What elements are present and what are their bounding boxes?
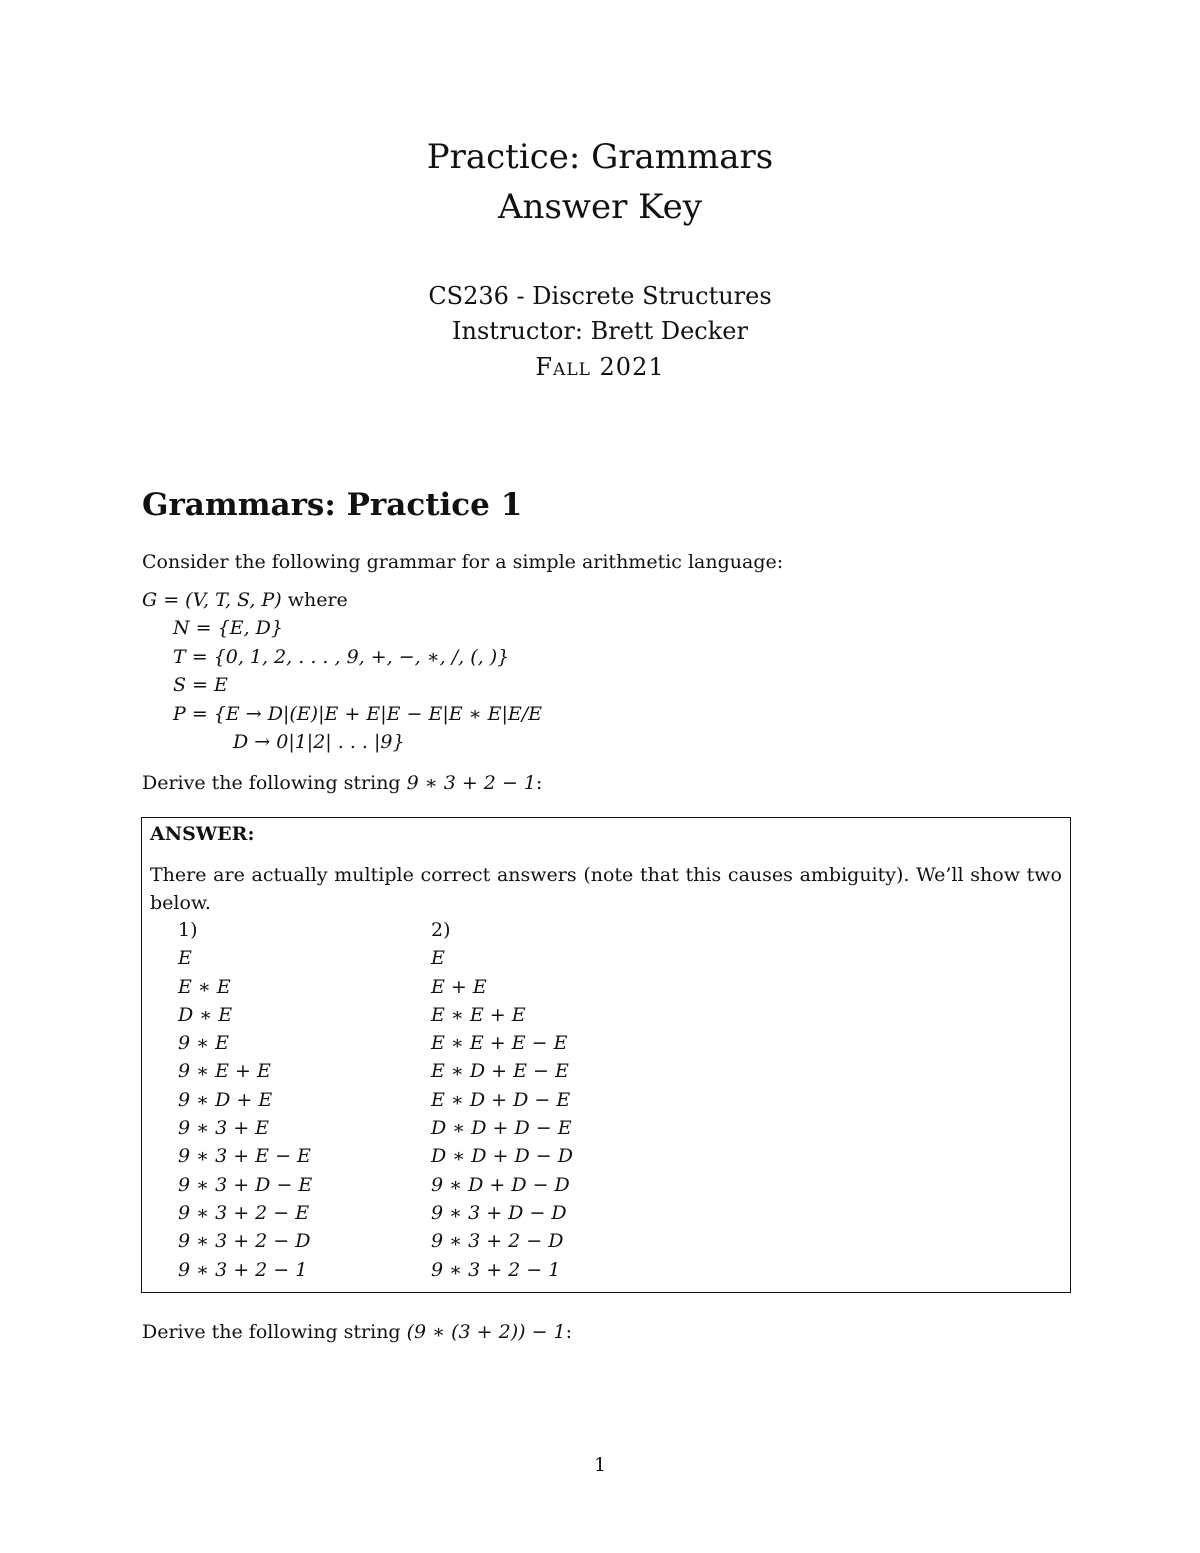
derivation-1-step: 9 ∗ 3 + E − E [178,1145,311,1168]
derive-prompt-1 [142,771,542,795]
derivation-2-step: 9 ∗ 3 + D − D [431,1201,567,1224]
derivation-2-heading: 2) [431,919,451,941]
derivation-2-step: 9 ∗ 3 + 2 − D [431,1230,564,1253]
derivation-2-step: E [431,947,445,970]
derive-prompt-2-expr: (9 ∗ (3 + 2)) − 1 [406,1321,566,1343]
derive-prompt-2 [142,1320,572,1344]
derivation-1 [178,916,312,1284]
document-title: Practice: Grammars [426,137,774,177]
derivation-1-step: 9 ∗ E [178,1032,229,1055]
derive-prompt-1-prefix: Derive the following string [142,772,407,794]
derivation-1-step: E [178,947,192,970]
derivation-2-step: D ∗ D + D − D [431,1145,573,1168]
derivation-1-step: 9 ∗ D + E [178,1088,273,1111]
production-rule-e: P = {E → D|(E)|E + E|E − E|E ∗ E|E/E [173,703,543,725]
derivation-1-step: 9 ∗ 3 + 2 − 1 [178,1258,308,1281]
production-rule-d: D → 0|1|2| . . . |9} [233,731,405,753]
derivation-2-step: E ∗ D + D − E [431,1088,571,1111]
derivation-2 [431,916,573,1284]
section-title: Grammars: Practice 1 [142,487,523,523]
derivation-1-heading: 1) [178,919,198,941]
answer-box [141,817,1071,1293]
grammar-tuple: G = (V, T, S, P) [142,589,282,611]
nonterminal-set: N = {E, D} [173,617,283,639]
intro-text: Consider the following grammar for a simple arithmetic language: [142,551,784,573]
derivation-2-step: E + E [431,975,487,998]
derivation-1-step: 9 ∗ 3 + E [178,1117,270,1140]
instructor-name: Instructor: Brett Decker [452,317,748,345]
derivation-1-step: D ∗ E [178,1003,233,1026]
derivation-1-step: E ∗ E [178,975,231,998]
derive-prompt-2-suffix: : [565,1321,573,1343]
document-subtitle: Answer Key [498,187,702,227]
derive-prompt-2-prefix: Derive the following string [142,1321,407,1343]
derivation-2-step: 9 ∗ D + D − D [431,1173,570,1196]
derivation-1-step: 9 ∗ 3 + 2 − E [178,1201,310,1224]
derivation-1-step: 9 ∗ E + E [178,1060,271,1083]
derivation-2-step: 9 ∗ 3 + 2 − 1 [431,1258,561,1281]
grammar-definition [142,588,348,612]
derive-prompt-1-suffix: : [536,772,543,794]
derive-prompt-1-expr: 9 ∗ 3 + 2 − 1 [406,772,536,794]
answer-label: ANSWER: [150,823,255,845]
derivation-2-step: E ∗ E + E − E [431,1032,568,1055]
grammar-where: where [281,589,348,611]
derivation-2-step: E ∗ E + E [431,1003,526,1026]
term: Fall 2021 [535,353,665,381]
terminal-set: T = {0, 1, 2, . . . , 9, +, −, ∗, /, (, )} [173,646,510,668]
derivation-2-step: E ∗ D + E − E [431,1060,569,1083]
page-number: 1 [593,1454,607,1476]
answer-text: There are actually multiple correct answers (note that this causes ambiguity). We’ll show two below. [150,864,1062,914]
derivation-2-step: D ∗ D + D − E [431,1117,572,1140]
course-name: CS236 - Discrete Structures [428,282,772,310]
derivation-1-step: 9 ∗ 3 + 2 − D [178,1230,311,1253]
start-symbol: S = E [173,674,228,696]
derivation-1-step: 9 ∗ 3 + D − E [178,1173,313,1196]
